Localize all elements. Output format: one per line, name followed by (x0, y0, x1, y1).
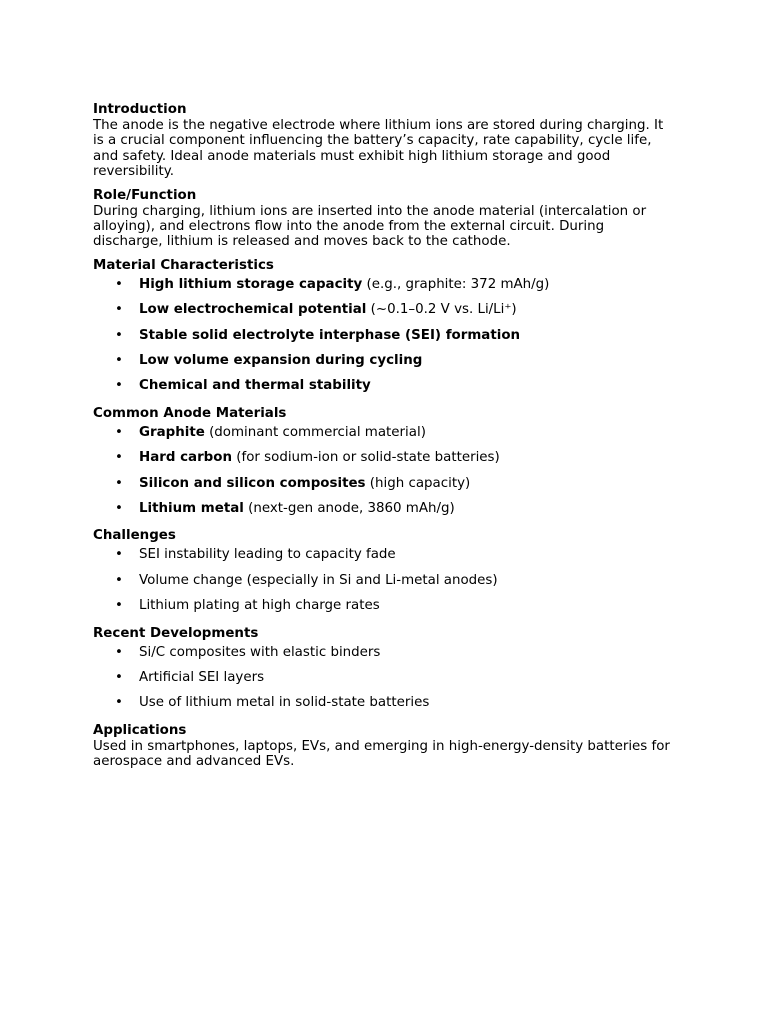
section-heading: Role/Function (93, 187, 197, 203)
bullet-icon: • (115, 572, 123, 588)
section-heading: Recent Developments (93, 625, 259, 641)
bullet-icon: • (115, 669, 123, 685)
list-item (93, 353, 673, 378)
bullet-list (93, 645, 673, 721)
section-heading: Material Characteristics (93, 257, 274, 273)
list-item-text: (~0.1–0.2 V vs. Li/Li⁺) (366, 302, 517, 318)
list-item-text: (next-gen anode, 3860 mAh/g) (243, 500, 455, 516)
bullet-list (93, 425, 673, 527)
list-item-text: (for sodium-ion or solid-state batteries) (232, 450, 500, 466)
list-item (93, 573, 673, 598)
section-heading: Common Anode Materials (93, 405, 287, 421)
bullet-icon: • (115, 276, 123, 292)
bullet-icon: • (115, 598, 123, 614)
section-introduction (93, 102, 673, 180)
bullet-icon: • (115, 644, 123, 660)
bullet-icon: • (115, 450, 123, 466)
list-item (93, 547, 673, 572)
list-item-text: (e.g., graphite: 372 mAh/g) (362, 276, 550, 292)
bullet-icon: • (115, 302, 123, 318)
list-item-bold-label: Lithium metal (139, 500, 244, 516)
section-challenges (93, 528, 673, 623)
section-materials (93, 406, 673, 527)
bullet-icon: • (115, 353, 123, 369)
bullet-icon: • (115, 327, 123, 343)
list-item (93, 476, 673, 501)
list-item (93, 328, 673, 353)
section-heading: Introduction (93, 102, 187, 117)
list-item (93, 645, 673, 670)
list-item-bold-label: Graphite (139, 424, 205, 440)
list-item-bold-label: Chemical and thermal stability (139, 378, 371, 394)
list-item-bold-label: Stable solid electrolyte interphase (SEI) formation (139, 327, 521, 343)
list-item-bold-label: High lithium storage capacity (139, 276, 363, 292)
bullet-icon: • (115, 424, 123, 440)
section-applications (93, 723, 673, 770)
list-item-text: (high capacity) (365, 475, 471, 491)
bullet-list (93, 547, 673, 623)
bullet-list (93, 277, 673, 404)
section-role (93, 188, 673, 250)
list-item-text: (dominant commercial material) (204, 424, 426, 440)
list-item-text: SEI instability leading to capacity fade (139, 547, 396, 563)
list-item (93, 378, 673, 403)
bullet-icon: • (115, 378, 123, 394)
section-paragraph: The anode is the negative electrode where lithium ions are stored during charging. It is a crucial component influencing the battery’s capacity, rate capability, cycle life, and safety. Ideal anode materials must exhibit high lithium storage and good reversibility. (93, 118, 664, 180)
list-item (93, 277, 673, 302)
section-heading: Challenges (93, 528, 176, 544)
list-item (93, 450, 673, 475)
section-developments (93, 626, 673, 721)
list-item (93, 425, 673, 450)
bullet-icon: • (115, 475, 123, 491)
bullet-icon: • (115, 695, 123, 711)
list-item (93, 695, 673, 720)
list-item-text: Si/C composites with elastic binders (139, 644, 381, 660)
list-item-text: Use of lithium metal in solid-state batteries (139, 695, 430, 711)
document-page (93, 102, 673, 778)
list-item-text: Lithium plating at high charge rates (139, 598, 380, 614)
list-item-bold-label: Hard carbon (139, 450, 232, 466)
section-characteristics (93, 258, 673, 404)
section-paragraph: Used in smartphones, laptops, EVs, and emerging in high-energy-density batteries for aerospace and advanced EVs. (93, 738, 670, 770)
list-item-bold-label: Low volume expansion during cycling (139, 353, 423, 369)
list-item-bold-label: Silicon and silicon composites (139, 475, 366, 491)
list-item-bold-label: Low electrochemical potential (139, 302, 367, 318)
list-item (93, 501, 673, 526)
list-item (93, 302, 673, 327)
list-item-text: Artificial SEI layers (139, 669, 265, 685)
section-paragraph: During charging, lithium ions are inserted into the anode material (intercalation or alloying), and electrons flow into the anode from the external circuit. During discharge, lithium is released and moves back to the cathode. (93, 203, 647, 250)
bullet-icon: • (115, 547, 123, 563)
list-item-text: Volume change (especially in Si and Li-metal anodes) (139, 572, 498, 588)
list-item (93, 598, 673, 623)
bullet-icon: • (115, 500, 123, 516)
section-heading: Applications (93, 722, 187, 738)
list-item (93, 670, 673, 695)
